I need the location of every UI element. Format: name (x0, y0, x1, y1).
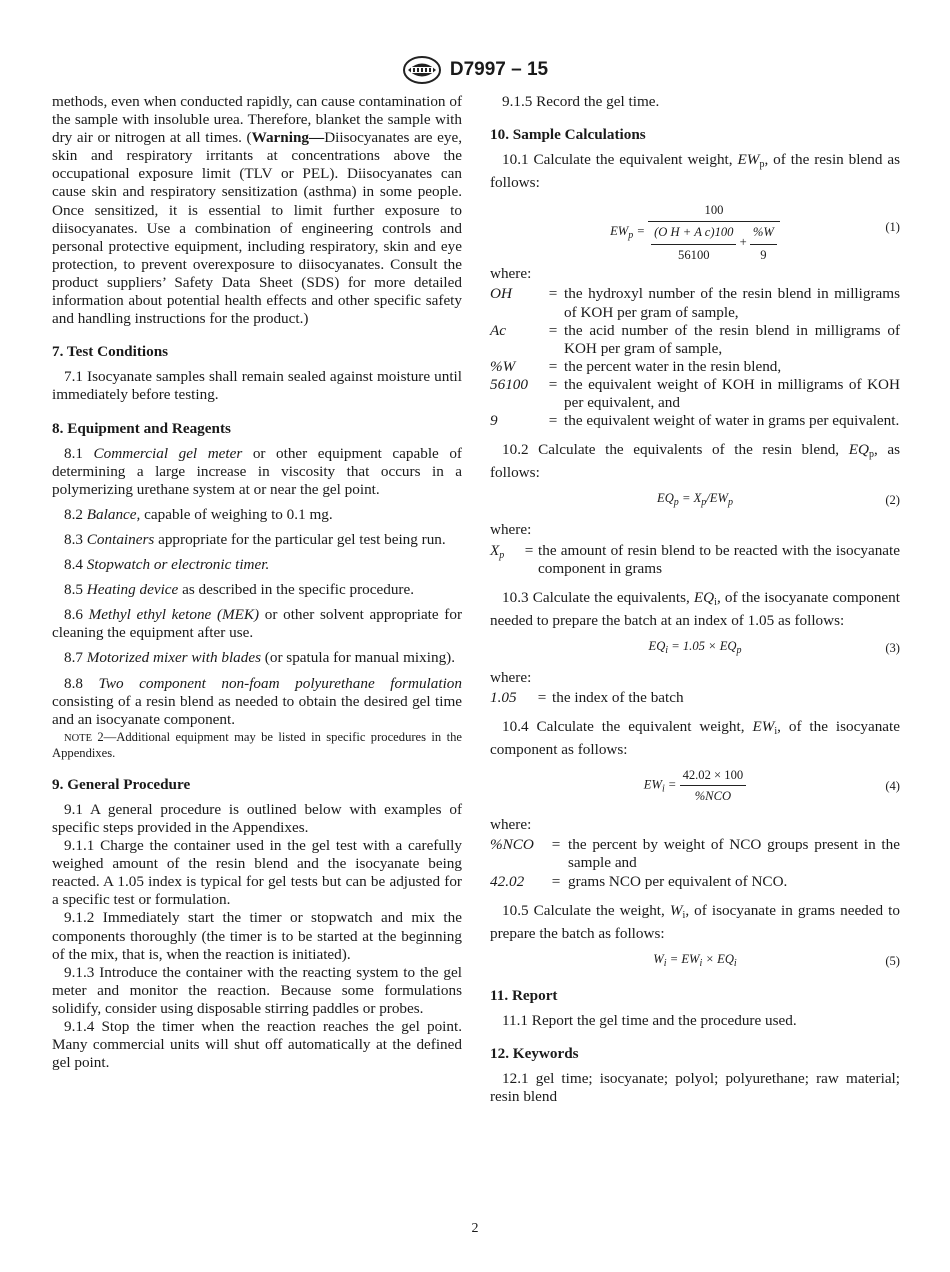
para-10-1: 10.1 Calculate the equivalent weight, $EW_p$, of the resin blend as follows: (490, 151, 901, 192)
equation-2: $EQ_p = X_p/EW_p$ (2) (657, 491, 900, 509)
section-9-title: 9. General Procedure (52, 775, 191, 793)
section-12-title: 12. Keywords (490, 1045, 579, 1062)
warning-paragraph: methods, even when conducted rapidly, can cause contamination of the sample with insoluble urea. Therefore, blanket the sample with dry air or nitrogen at all times. (Warning—Diisocyanates are eye, skin and respiratory irritants at concentrations above the occupational exposure limit (TLV or PEL). Diisocyanates can cause skin and respiratory sensitization (asthma) in some people. Once sensitized, it is essential to limit further exposure to diisocyanates. Use a combination of engineering controls and personal protective equipment, including respiratory, skin and eye protection, to prevent overexposure to diisocyanates. Consult the product suppliers’ Safety Data Sheet (SDS) for more detailed information about potential health effects and other specific safety and handling instructions for the product.) (52, 93, 462, 328)
standard-designation: D7997 – 15 (449, 59, 549, 80)
definition-equals: = (548, 375, 558, 393)
definitions-4 (490, 836, 900, 890)
definition-row (490, 836, 900, 872)
para-9-1: 9.1 A general procedure is outlined below with examples of specific steps provided in the Appendixes. (52, 800, 462, 836)
where-1: where: (490, 265, 532, 283)
para-8-1: 8.1 Commercial gel meter or other equipment capable of determining a large increase in viscosity that occurs in a polymerizing urethane system at or near the gel point. (52, 444, 462, 498)
definition-symbol: 42.02 (490, 872, 525, 890)
definitions-2 (490, 542, 900, 578)
right-column (490, 93, 900, 1106)
note-2: NOTE 2—Additional equipment may be listed in specific procedures in the Appendixes. (52, 729, 462, 760)
para-10-2: 10.2 Calculate the equivalents of the resin blend, $EQ_p$, as follows: (490, 441, 900, 482)
equation-3-number: (3) (885, 640, 900, 655)
definition-equals: = (537, 688, 547, 706)
definition-description: the acid number of the resin blend in milligrams of KOH per gram of sample, (564, 321, 900, 357)
para-9-1-2: 9.1.2 Immediately start the timer or stopwatch and mix the components thoroughly (the timer is to be started at the beginning of the mix, that is, when the reaction is initiated). (52, 909, 462, 963)
where-3: where: (490, 668, 532, 686)
para-8-4: 8.4 Stopwatch or electronic timer. (64, 556, 270, 574)
definition-equals: = (548, 357, 558, 375)
definition-description: the amount of resin blend to be reacted with the isocyanate component in grams (538, 541, 900, 577)
definition-description: the percent water in the resin blend, (564, 357, 782, 375)
para-10-3: 10.3 Calculate the equivalents, $EQ_i$, of the isocyanate component needed to prepare the batch at an index of 1.05 as follows: (490, 588, 900, 629)
definition-description: the equivalent weight of KOH in milligrams of KOH per equivalent, and (564, 375, 900, 412)
definition-equals: = (524, 541, 534, 559)
definition-description: the hydroxyl number of the resin blend in milligrams of KOH per gram of sample, (564, 285, 900, 321)
definition-row (490, 689, 900, 707)
definition-equals: = (548, 285, 558, 303)
para-8-2: 8.2 Balance, capable of weighing to 0.1 mg. (64, 505, 333, 523)
section-7-title: 7. Test Conditions (52, 343, 169, 361)
para-10-4: 10.4 Calculate the equivalent weight, $EW_i$, of the isocyanate component as follows: (490, 718, 900, 759)
definition-row (490, 412, 900, 430)
equation-1: $EW_p$ = 100 $\frac{\text{(O H + A c)100}}{56100}$ + $\frac{\%W}{9}$ (1) (610, 203, 900, 262)
definition-symbol: Ac (490, 321, 507, 339)
left-column (52, 93, 462, 1072)
definition-row (490, 285, 900, 321)
equation-4: $EW_i$ = $\frac{42.02 \times 100}{\text{\%NCO}}$ (4) (643, 768, 900, 804)
definition-equals: = (548, 412, 558, 430)
definition-row (490, 358, 900, 376)
equation-1-number: (1) (885, 220, 900, 235)
para-9-1-1: 9.1.1 Charge the container used in the gel test with a carefully weighed amount of the resin blend and the isocyanate being reacted. A 1.05 index is typical for gel tests but can be adjusted for a specific test or formulation. (52, 837, 462, 909)
definition-description: the equivalent weight of water in grams per equivalent. (564, 412, 900, 430)
para-9-1-5: 9.1.5 Record the gel time. (502, 93, 660, 110)
definition-symbol: 9 (490, 412, 498, 430)
section-8-title: 8. Equipment and Reagents (52, 419, 231, 437)
definition-description: grams NCO per equivalent of NCO. (568, 872, 788, 890)
where-4: where: (490, 816, 532, 834)
definition-symbol: OH (490, 285, 512, 303)
definition-symbol: 56100 (490, 375, 528, 393)
definition-row (490, 542, 900, 578)
equation-4-number: (4) (885, 779, 900, 794)
definition-symbol: $X_p$ (490, 541, 505, 561)
equation-5: $W_i = EW_i \times EQ_i$ (5) (653, 951, 900, 969)
para-11-1: 11.1 Report the gel time and the procedure used. (502, 1011, 797, 1029)
definition-symbol: %NCO (490, 836, 534, 854)
definition-row (490, 873, 900, 891)
section-11-title: 11. Report (490, 986, 558, 1004)
definition-description: the index of the batch (552, 688, 684, 706)
definition-row (490, 322, 900, 358)
page-number: 2 (471, 1221, 479, 1236)
para-8-3: 8.3 Containers appropriate for the particular gel test being run. (64, 530, 446, 548)
para-9-1-4: 9.1.4 Stop the timer when the reaction reaches the gel point. Many commercial units will shut off automatically at the defined gel point. (52, 1018, 462, 1072)
definition-equals: = (551, 872, 561, 890)
definition-symbol: 1.05 (490, 688, 517, 706)
section-10-title: 10. Sample Calculations (490, 126, 646, 144)
page-header (0, 55, 950, 85)
astm-logo-icon (402, 55, 442, 85)
para-8-7: 8.7 Motorized mixer with blades (or spatula for manual mixing). (64, 649, 456, 667)
definition-row (490, 376, 900, 412)
definition-equals: = (551, 836, 561, 854)
para-7-1: 7.1 Isocyanate samples shall remain sealed against moisture until immediately before testing. (52, 368, 462, 404)
where-2: where: (490, 521, 532, 539)
definition-equals: = (548, 321, 558, 339)
definitions-3 (490, 689, 900, 707)
equation-2-number: (2) (885, 493, 900, 508)
para-9-1-3: 9.1.3 Introduce the container with the reacting system to the gel meter and monitor the reaction. Because some formulations solidify, consider using disposable stirring paddles or probes. (52, 963, 462, 1017)
para-8-8: 8.8 Two component non-foam polyurethane formulation consisting of a resin blend as needed to obtain the desired gel time and an isocyanate component. (52, 674, 462, 728)
para-10-5: 10.5 Calculate the weight, $W_i$, of isocyanate in grams needed to prepare the batch as follows: (490, 901, 900, 942)
definitions-1 (490, 285, 900, 430)
equation-3: $EQ_i = 1.05 \times EQ_p$ (3) (648, 638, 900, 656)
para-12-1: 12.1 gel time; isocyanate; polyol; polyurethane; raw material; resin blend (490, 1070, 900, 1106)
definition-symbol: %W (490, 357, 516, 375)
definition-description: the percent by weight of NCO groups present in the sample and (568, 836, 900, 872)
para-8-6: 8.6 Methyl ethyl ketone (MEK) or other solvent appropriate for cleaning the equipment after use. (52, 606, 463, 642)
equation-5-number: (5) (885, 953, 900, 968)
para-8-5: 8.5 Heating device as described in the specific procedure. (64, 581, 415, 599)
